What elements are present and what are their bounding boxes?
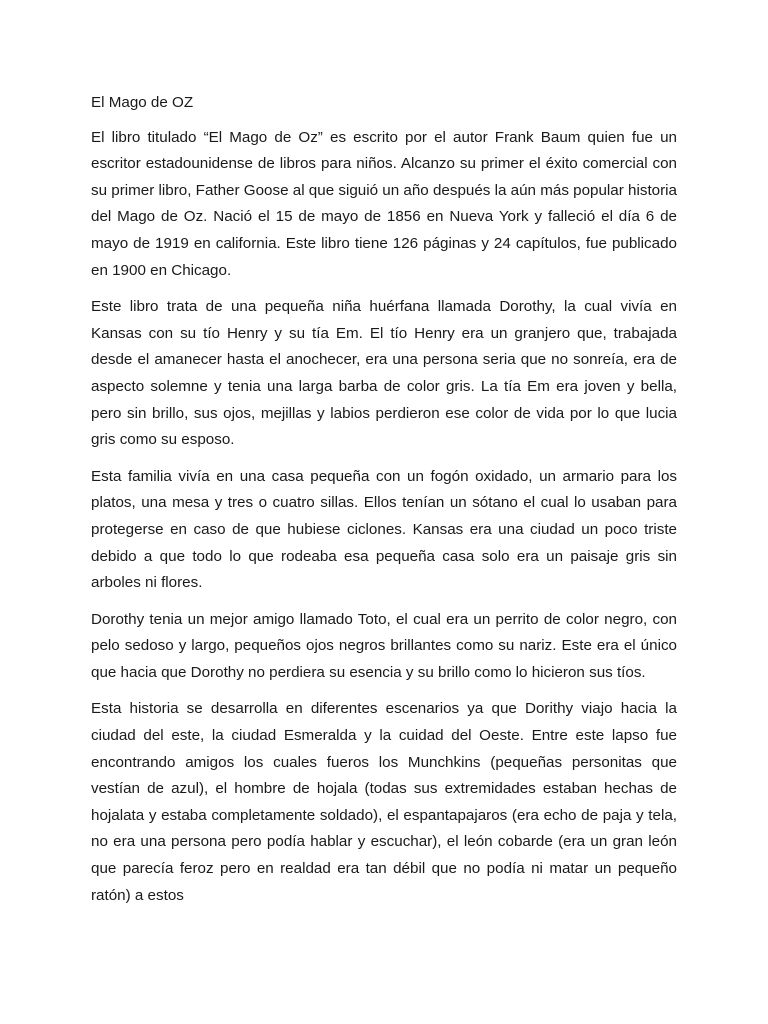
- paragraph-author-bio: El libro titulado “El Mago de Oz” es escrito por el autor Frank Baum quien fue un escritor estadounidense de libros para niños. Alcanzo su primer el éxito comercial con su primer libro, Father Goose al que siguió un año después la aún más popular historia del Mago de Oz. Nació el 15 de mayo de 1856 en Nueva York y falleció el día 6 de mayo de 1919 en california. Este libro tiene 126 páginas y 24 capítulos, fue publicado en 1900 en Chicago.: [91, 128, 677, 279]
- document-body: [91, 90, 677, 919]
- paragraph-toto: Dorothy tenia un mejor amigo llamado Toto, el cual era un perrito de color negro, con pelo sedoso y largo, pequeños ojos negros brillantes como su nariz. Este era el único que hacia que Dorothy no perdiera su esencia y su brillo como lo hicieron sus tíos.: [91, 610, 677, 681]
- paragraph-house-description: Esta familia vivía en una casa pequeña con un fogón oxidado, un armario para los platos, una mesa y tres o cuatro sillas. Ellos tenían un sótano el cual lo usaban para protegerse en caso de que hubiese ciclones. Kansas era una ciudad un poco triste debido a que todo lo que rodeaba esa pequeña casa solo era un paisaje gris sin arboles ni flores.: [91, 467, 677, 592]
- paragraph-dorothy-family: Este libro trata de una pequeña niña huérfana llamada Dorothy, la cual vivía en Kansas con su tío Henry y su tía Em. El tío Henry era un granjero que, trabajada desde el amanecer hasta el anochecer, era una persona seria que no sonreía, era de aspecto solemne y tenia una larga barba de color gris. La tía Em era joven y bella, pero sin brillo, sus ojos, mejillas y labios perdieron ese color de vida por lo que lucia gris como su esposo.: [91, 298, 677, 449]
- paragraph-journey: Esta historia se desarrolla en diferentes escenarios ya que Dorithy viajo hacia la ciudad del este, la ciudad Esmeralda y la cuidad del Oeste. Entre este lapso fue encontrando amigos los cuales fueros los Munchkins (pequeñas personitas que vestían de azul), el hombre de hojala (todas sus extremidades estaban hechas de hojalata y estaba completamente soldado), el espantapajaros (era echo de paja y tela, no era una persona pero podía hablar y escuchar), el león cobarde (era un gran león que parecía feroz pero en realdad era tan débil que no podía ni matar un pequeño ratón) a estos: [91, 700, 677, 904]
- document-title: El Mago de OZ: [91, 94, 194, 111]
